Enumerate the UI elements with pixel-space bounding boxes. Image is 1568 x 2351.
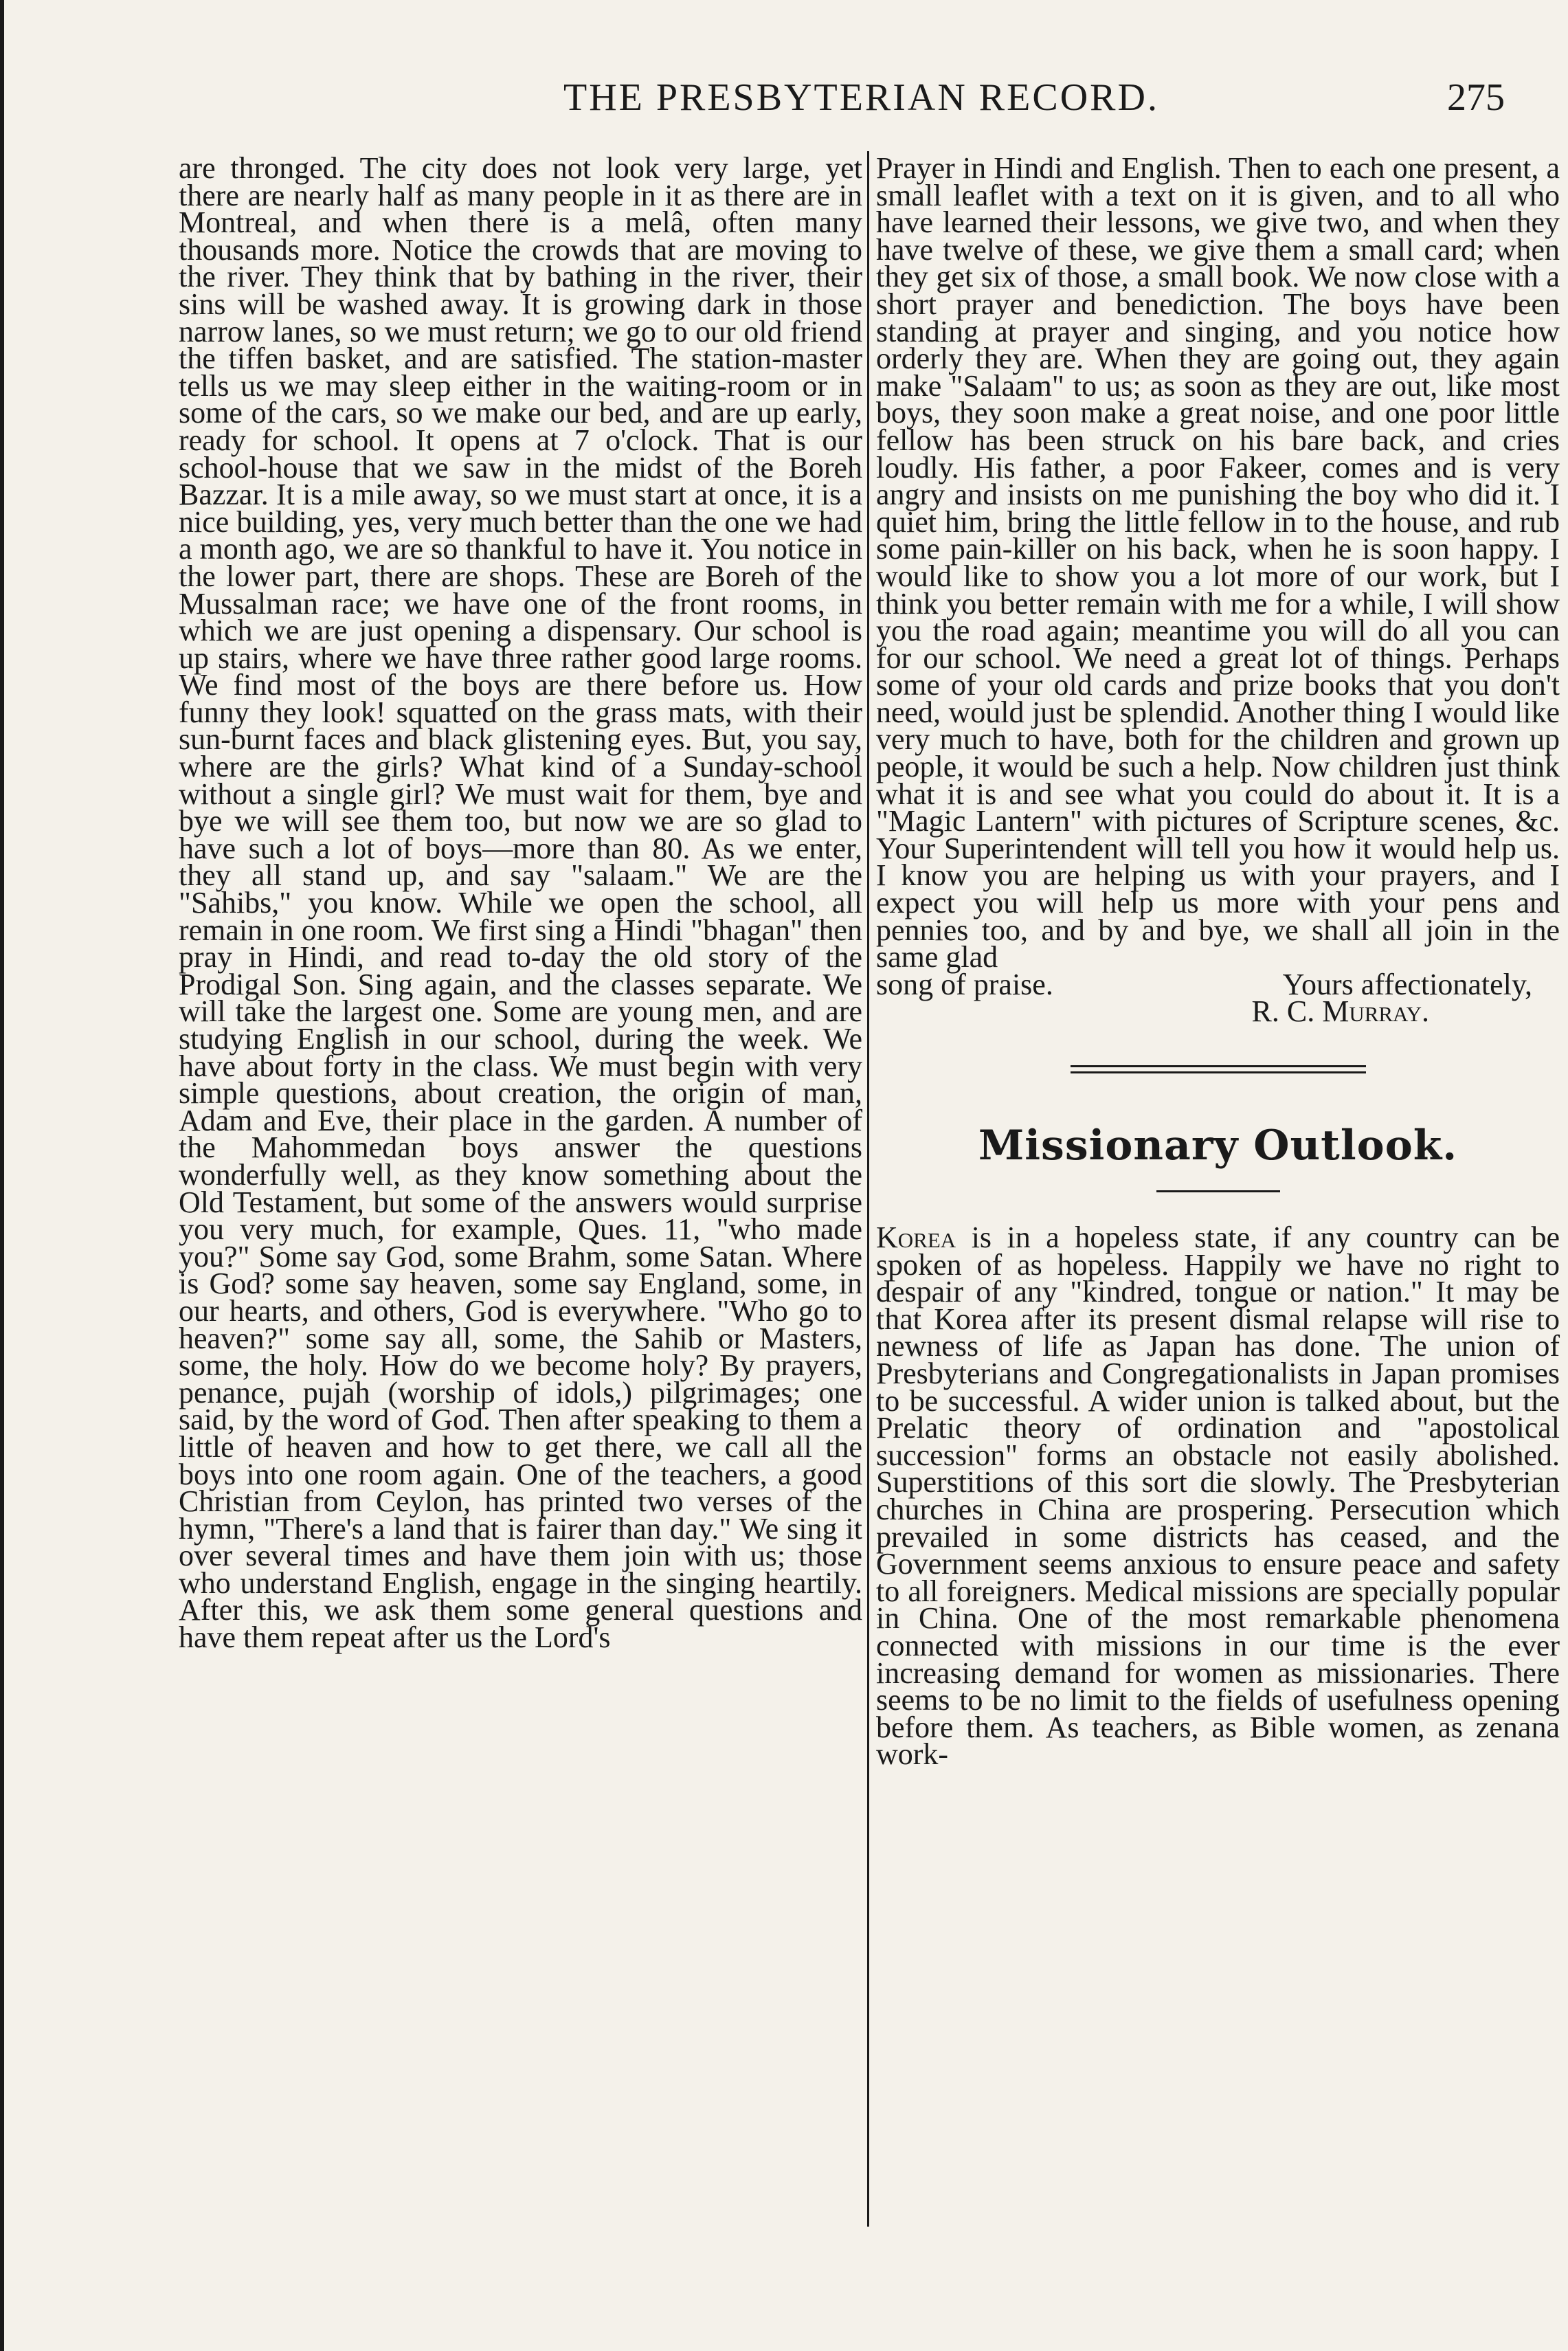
section-heading: Missionary Outlook.	[978, 1122, 1458, 1170]
signature: R. C. Murray.	[1251, 994, 1429, 1029]
right-column	[876, 151, 1560, 1772]
heading-underline-rule	[1156, 1190, 1280, 1192]
page-header	[165, 76, 1505, 131]
outlook-text: is in a hopeless state, if any country can be spoken of as hopeless. Happily we have no right to despair of any "kindred, tongue or nation." It may be that Korea after its present dismal relapse will rise to newness of life as Japan has done. The union of Presbyterians and Congregationalists in Japan promises to be successful. A wider union is talked about, but the Prelatic theory of ordination and "apostolical succession" forms an obstacle not easily abolished. Superstitions of this sort die slowly. The Presbyterian churches in China are prospering. Persecution which prevailed in some districts has ceased, and the Government seems anxious to ensure peace and safety to all foreigners. Medical missions are specially popular in China. One of the most remarkable phenomena connected with missions in our time is the ever increasing demand for women as missionaries. There seems to be no limit to the fields of usefulness opening before them. As teachers, as Bible women, as zenana work-	[876, 1221, 1560, 1772]
column-divider	[867, 151, 869, 2227]
outlook-lead-word: Korea	[876, 1221, 956, 1254]
outlook-paragraph	[876, 1221, 1560, 1772]
valediction: Yours affectionately,	[1282, 967, 1532, 1001]
left-column	[179, 151, 862, 1655]
letter-signoff	[876, 967, 1560, 1029]
page-edge-rule	[0, 0, 4, 2351]
running-title: THE PRESBYTERIAN RECORD.	[563, 76, 1159, 119]
letter-body-continued: are thronged. The city does not look very large, yet there are nearly half as many people in it as there are in Montreal, and when there is a melâ, often many thousands more. Notice the crowds that are moving to the river. They think that by bathing in the river, their sins will be washed away. It is growing dark in those narrow lanes, so we must return; we go to our old friend the tiffen basket, and are satisfied. The station-master tells us we may sleep either in the waiting-room or in some of the cars, so we make our bed, and are up early, ready for school. It opens at 7 o'clock. That is our school-house that we saw in the midst of the Boreh Bazzar. It is a mile away, so we must start at once, it is a nice building, yes, very much better than the one we had a month ago, we are so thankful to have it. You notice in the lower part, there are shops. These are Boreh of the Mussalman race; we have one of the front rooms, in which we are just opening a dispensary. Our school is up stairs, where we have three rather good large rooms. We find most of the boys are there before us. How funny they look! squatted on the grass mats, with their sun-burnt faces and black glistening eyes. But, you say, where are the girls? What kind of a Sunday-school without a single girl? We must wait for them, bye and bye we will see them too, but now we are so glad to have such a lot of boys—more than 80. As we enter, they all stand up, and say "salaam." We are the "Sahibs," you know. While we open the school, all remain in one room. We first sing a Hindi "bhagan" then pray in Hindi, and read to-day the old story of the Prodigal Son. Sing again, and the classes separate. We will take the largest one. Some are young men, and are studying English in our school, during the week. We have about forty in the class. We must begin with very simple questions, about creation, the origin of man, Adam and Eve, their place in the garden. A number of the Mahommedan boys answer the questions wonderfully well, as they know something about the Old Testament, but some of the answers would surprise you very much, for example, Ques. 11, "who made you?" Some say God, some Brahm, some Satan. Where is God? some say heaven, some say England, some, in our hearts, and others, God is everywhere. "Who go to heaven?" some say all, some, the Sahib or Masters, some, the holy. How do we become holy? By prayers, penance, pujah (worship of idols,) pilgrimages; one said, by the word of God. Then after speaking to them a little of heaven and how to get there, we call all the boys into one room again. One of the teachers, a good Christian from Ceylon, has printed two verses of the hymn, "There's a land that is fairer than day." We sing it over several times and have them join with us; those who understand English, engage in the singing heartily. After this, we ask them some general questions and have them repeat after us the Lord's	[179, 151, 862, 1655]
closing-phrase: song of praise.	[876, 967, 1053, 1001]
letter-body-end: Prayer in Hindi and English. Then to each one present, a small leaflet with a text on it is given, and to all who have learned their lessons, we give two, and when they have twelve of these, we give them a small card; when they get six of those, a small book. We now close with a short prayer and benediction. The boys have been standing at prayer and singing, and you notice how orderly they are. When they are going out, they again make "Salaam" to us; as soon as they are out, like most boys, they soon make a great noise, and one poor little fellow has been struck on his bare back, and cries loudly. His father, a poor Fakeer, comes and is very angry and insists on me punishing the boy who did it. I quiet him, bring the little fellow in to the house, and rub some pain-killer on his back, when he is soon happy. I would like to show you a lot more of our work, but I think you better remain with me for a while, I will show you the road again; meantime you will do all you can for our school. We need a great lot of things. Perhaps some of your old cards and prize books that you don't need, would just be splendid. Another thing I would like very much to have, both for the children and grown up people, it would be such a help. Now children just think what it is and see what you could do about it. It is a "Magic Lantern" with pictures of Scripture scenes, &c. Your Superintendent will tell you how it would help us. I know you are helping us with your prayers, and I expect you will help us more with your pens and pennies too, and by and bye, we shall all join in the same glad	[876, 151, 1560, 974]
section-separator-rule	[1071, 1065, 1366, 1073]
page-number: 275	[1447, 76, 1505, 119]
